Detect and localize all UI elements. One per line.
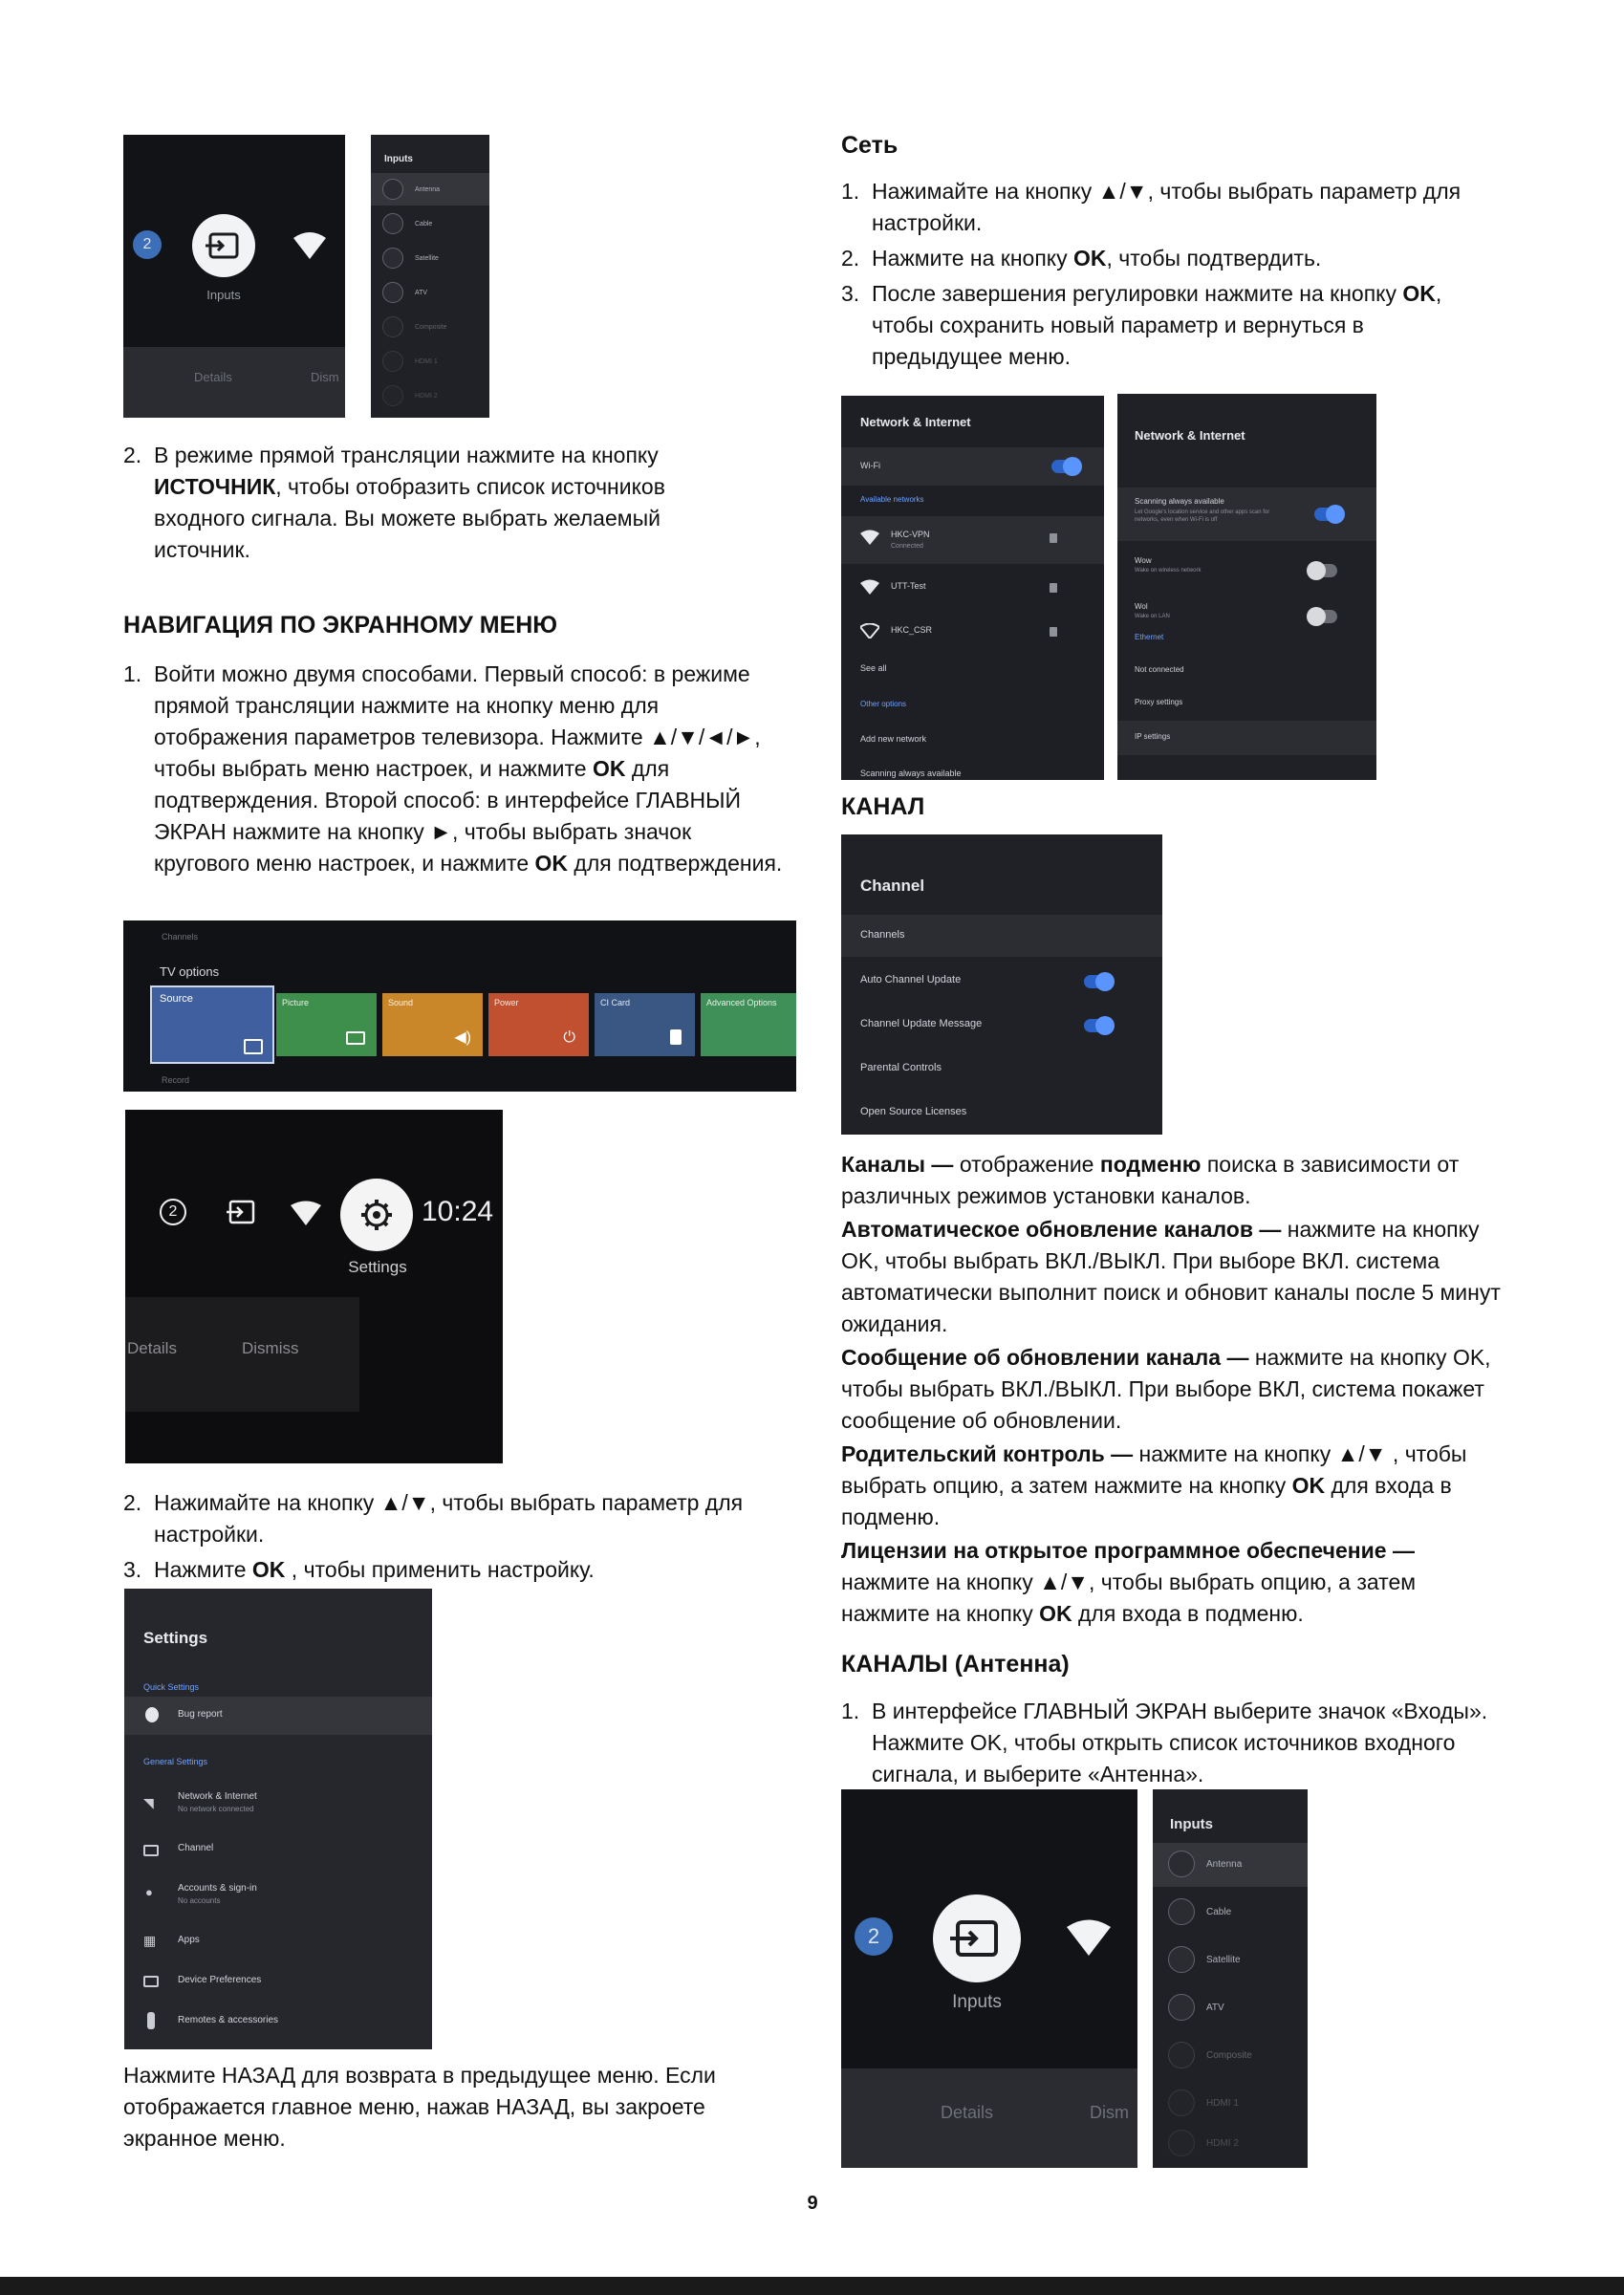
- wifi-icon: [290, 1200, 322, 1231]
- para-channels: Каналы — отображение подменю поиска в зависимости от различных режимов установки каналов.: [841, 1152, 1460, 1208]
- parental-controls-row[interactable]: Parental Controls: [860, 1062, 942, 1073]
- menu-item-channel[interactable]: Channel: [143, 1839, 421, 1868]
- inputs-screenshot-2: [841, 1789, 1137, 2168]
- help-icon: 2: [160, 1199, 186, 1225]
- settings-menu-screenshot: [124, 1589, 432, 2049]
- inputs-list-item[interactable]: ATV: [382, 282, 427, 303]
- wifi-icon: [860, 579, 879, 599]
- input-icon: [1168, 2089, 1195, 2116]
- add-network-row[interactable]: Add new network: [860, 734, 927, 744]
- channel-screenshot: [841, 834, 1162, 1135]
- input-icon: [1168, 1851, 1195, 1877]
- input-icon: [1168, 1946, 1195, 1973]
- other-options-label: Other options: [860, 700, 907, 708]
- network-row[interactable]: HKC_CSR: [841, 612, 1104, 654]
- channels-row[interactable]: Channels: [841, 915, 1162, 957]
- para-update-message: Сообщение об обновлении канала — нажмите на кнопку OK, чтобы выбрать ВКЛ./ВЫКЛ. При выборе ВКЛ, система покажет сообщение об обновлении.: [841, 1345, 1491, 1433]
- tile-ci-card[interactable]: CI Card: [595, 993, 695, 1056]
- settings-gear-button[interactable]: [340, 1179, 413, 1251]
- menu-item-device-preferences[interactable]: Device Preferences: [143, 1971, 421, 2000]
- network-row[interactable]: HKC-VPN Connected: [841, 516, 1104, 564]
- scanning-toggle[interactable]: [1314, 508, 1343, 521]
- input-icon: [382, 351, 403, 372]
- input-icon: [382, 248, 403, 269]
- input-icon: [1168, 1994, 1195, 2021]
- tv-options-screenshot: [123, 920, 796, 1092]
- lock-icon: [1050, 627, 1057, 637]
- inputs-list-item[interactable]: ATV: [1168, 1994, 1224, 2021]
- inputs-list-item[interactable]: Antenna: [1168, 1851, 1242, 1877]
- inputs-list-item[interactable]: Antenna: [382, 179, 440, 200]
- tile-advanced-options[interactable]: Advanced Options: [701, 993, 796, 1056]
- inputs-list-item[interactable]: Composite: [382, 316, 446, 337]
- menu-item-remotes[interactable]: Remotes & accessories: [143, 2011, 421, 2040]
- bottom-strip: [0, 2277, 1624, 2295]
- network-title: Network & Internet: [1135, 428, 1245, 443]
- open-source-licenses-row[interactable]: Open Source Licenses: [860, 1106, 967, 1117]
- inputs-icon: [192, 214, 255, 277]
- antenna-step: 1. В интерфейсе ГЛАВНЫЙ ЭКРАН выберите значок «Входы». Нажмите OK, чтобы открыть список источников входного сигнала, и выберите «Антенна».: [841, 1699, 1488, 1786]
- general-settings-label: General Settings: [143, 1757, 208, 1766]
- input-icon: [1168, 1898, 1195, 1925]
- inputs-list-item[interactable]: Composite: [1168, 2042, 1252, 2068]
- input-icon: [382, 385, 403, 406]
- ethernet-label: Ethernet: [1135, 633, 1164, 641]
- tile-picture[interactable]: Picture: [276, 993, 377, 1056]
- settings-label: Settings: [348, 1258, 407, 1276]
- para-parental: Родительский контроль — нажмите на кнопку ▲/▼ , чтобы выбрать опцию, а затем нажмите на кнопку OK для входа в подменю.: [841, 1441, 1467, 1529]
- menu-item-network[interactable]: ◥ Network & Internet No network connected: [143, 1791, 257, 1813]
- see-all-link[interactable]: See all: [860, 663, 887, 673]
- tile-source[interactable]: Source: [150, 985, 274, 1064]
- input-icon: [1168, 2042, 1195, 2068]
- inputs-list-item[interactable]: Cable: [1168, 1898, 1231, 1925]
- wifi-icon: [860, 623, 879, 643]
- tile-power[interactable]: Power ⏻: [488, 993, 589, 1056]
- input-count-badge: 2: [133, 230, 162, 259]
- tile-sound[interactable]: Sound ◀): [382, 993, 483, 1056]
- monitor-icon: [346, 1031, 365, 1045]
- inputs-list-item[interactable]: Satellite: [1168, 1946, 1241, 1973]
- lock-icon: [1050, 533, 1057, 543]
- proxy-settings-row[interactable]: Proxy settings: [1135, 698, 1183, 706]
- wifi-icon: [292, 230, 328, 266]
- quick-settings-label: Quick Settings: [143, 1682, 200, 1692]
- network-screenshot-2: [1117, 394, 1376, 780]
- channels-label: Channels: [162, 932, 199, 942]
- input-icon: [382, 213, 403, 234]
- para-auto-update: Автоматическое обновление каналов — нажмите на кнопку OK, чтобы выбрать ВКЛ./ВЫКЛ. При выборе ВКЛ. система автоматически выполнит поиск и обновит каналы после 5 минут ожидания.: [841, 1217, 1501, 1336]
- input-icon: [382, 316, 403, 337]
- dismiss-button[interactable]: Dismiss: [242, 1339, 299, 1357]
- inputs-bottom-panel: [841, 2068, 1137, 2168]
- inputs-list-item[interactable]: HDMI 2: [382, 385, 438, 406]
- inputs-label: Inputs: [206, 288, 241, 302]
- inputs-list-title: Inputs: [1170, 1816, 1213, 1832]
- apps-grid-icon: ▦: [143, 1933, 157, 1948]
- settings-menu-title: Settings: [143, 1629, 208, 1647]
- page-number: 9: [807, 2193, 818, 2214]
- wifi-toggle[interactable]: [1051, 460, 1080, 473]
- network-screenshot-1: [841, 396, 1104, 780]
- inputs-list-item[interactable]: HDMI 1: [1168, 2089, 1239, 2116]
- channel-heading: КАНАЛ: [841, 793, 925, 820]
- ip-settings-row[interactable]: IP settings: [1117, 721, 1376, 755]
- remote-icon: [147, 2012, 155, 2029]
- wol-toggle[interactable]: [1309, 610, 1337, 623]
- wow-toggle[interactable]: [1309, 564, 1337, 577]
- tv-options-title: TV options: [160, 964, 220, 979]
- inputs-list-screenshot: [371, 135, 489, 418]
- details-button[interactable]: Details: [941, 2103, 994, 2122]
- nav-step-1: 1. Войти можно двумя способами. Первый способ: в режиме прямой трансляции нажмите на кнопку меню для отображения параметров телевизора. Нажмите ▲/▼/◄/►, чтобы выбрать меню настроек, и нажмите OK для подтверждения. Второй способ: в интерфейсе ГЛАВНЫЙ ЭКРАН нажмите на кнопку ►, чтобы выбрать значок кругового меню настроек, и нажмите OK для подтверждения.: [123, 661, 783, 876]
- para-licenses: Лицензии на открытое программное обеспечение — нажмите на кнопку ▲/▼, чтобы выбрать опцию, а затем нажмите на кнопку OK для входа в подменю.: [841, 1538, 1417, 1626]
- source-step: 2. В режиме прямой трансляции нажмите на кнопку ИСТОЧНИК, чтобы отобразить список источников входного сигнала. Вы можете выбрать желаемый источник.: [123, 443, 665, 562]
- inputs-list-item[interactable]: Satellite: [382, 248, 439, 269]
- wifi-icon: [1065, 1917, 1113, 1962]
- details-button[interactable]: Details: [127, 1339, 177, 1357]
- network-heading: Сеть: [841, 132, 899, 159]
- speaker-icon: ◀): [454, 1029, 471, 1046]
- settings-bottom-panel: [125, 1297, 359, 1412]
- inputs-list-screenshot-2: [1153, 1789, 1308, 2168]
- wifi-icon: [860, 530, 879, 550]
- source-icon: [244, 1039, 263, 1054]
- available-networks-label: Available networks: [860, 495, 924, 504]
- auto-channel-update-toggle[interactable]: [1084, 975, 1113, 988]
- bug-icon: [145, 1707, 159, 1722]
- input-icon: [382, 179, 403, 200]
- menu-item-accounts[interactable]: ● Accounts & sign-in No accounts: [145, 1883, 257, 1905]
- details-button[interactable]: Details: [194, 370, 232, 384]
- bug-report-row[interactable]: Bug report: [124, 1697, 432, 1735]
- settings-bar-screenshot: [125, 1110, 503, 1463]
- auto-channel-update-row[interactable]: Auto Channel Update: [841, 961, 1162, 1003]
- lock-icon: [1050, 583, 1057, 593]
- input-count-badge: 2: [855, 1917, 893, 1956]
- inputs-list-item[interactable]: Cable: [382, 213, 432, 234]
- scanning-row[interactable]: Scanning always available: [860, 769, 962, 778]
- inputs-list-item[interactable]: HDMI 1: [382, 351, 438, 372]
- input-icon: [1168, 2130, 1195, 2156]
- channel-title: Channel: [860, 877, 925, 895]
- wifi-row[interactable]: Wi-Fi: [841, 447, 1104, 486]
- plug-icon: ⏻: [563, 1029, 575, 1046]
- inputs-list-item[interactable]: HDMI 2: [1168, 2130, 1239, 2156]
- channel-update-message-toggle[interactable]: [1084, 1019, 1113, 1032]
- wifi-icon: ◥: [143, 1795, 154, 1810]
- network-row[interactable]: UTT-Test: [841, 568, 1104, 610]
- inputs-bottom-panel: [123, 347, 345, 418]
- ethernet-status: Not connected: [1135, 665, 1184, 674]
- inputs-icon: [933, 1894, 1021, 1982]
- person-icon: ●: [145, 1885, 153, 1899]
- wow-row[interactable]: Wow Wake on wireless network: [1117, 547, 1376, 595]
- settings-steps: 2. Нажимайте на кнопку ▲/▼, чтобы выбрать параметр для настройки. 3. Нажмите OK , чтобы применить настройку.: [123, 1490, 744, 1582]
- clock-time: 10:24: [422, 1196, 494, 1227]
- dismiss-button[interactable]: Dism: [311, 370, 339, 384]
- inputs-icon: [225, 1199, 255, 1230]
- channel-update-message-row[interactable]: Channel Update Message: [841, 1005, 1162, 1047]
- card-icon: [670, 1029, 682, 1045]
- monitor-icon: [143, 1976, 159, 1987]
- back-instruction: Нажмите НАЗАД для возврата в предыдущее меню. Если отображается главное меню, нажав НАЗАД, вы закроете экранное меню.: [123, 2063, 716, 2151]
- scanning-row[interactable]: Scanning always available Let Google's location service and other apps scan for networks, even when Wi-Fi is off: [1117, 487, 1376, 541]
- dismiss-button[interactable]: Dism: [1090, 2103, 1129, 2122]
- antenna-heading: КАНАЛЫ (Антенна): [841, 1651, 1070, 1678]
- input-icon: [382, 282, 403, 303]
- tv-icon: [143, 1845, 159, 1856]
- inputs-label: Inputs: [952, 1992, 1002, 2012]
- inputs-list-title: Inputs: [384, 154, 413, 164]
- channel-descriptions: [841, 1149, 1501, 1632]
- wol-row[interactable]: Wol Wake on LAN: [1117, 593, 1376, 640]
- network-steps: 1. Нажимайте на кнопку ▲/▼, чтобы выбрать параметр для настройки. 2. Нажмите на кнопку OK, чтобы подтвердить. 3. После завершения регулировки нажмите на кнопку OK, чтобы сохранить новый параметр и вернуться в предыдущее меню.: [841, 179, 1462, 369]
- menu-item-apps[interactable]: ▦ Apps: [143, 1933, 200, 1948]
- inputs-screenshot: [123, 135, 345, 418]
- network-title: Network & Internet: [860, 415, 971, 429]
- record-label: Record: [162, 1075, 190, 1085]
- nav-heading: НАВИГАЦИЯ ПО ЭКРАННОМУ МЕНЮ: [123, 612, 558, 639]
